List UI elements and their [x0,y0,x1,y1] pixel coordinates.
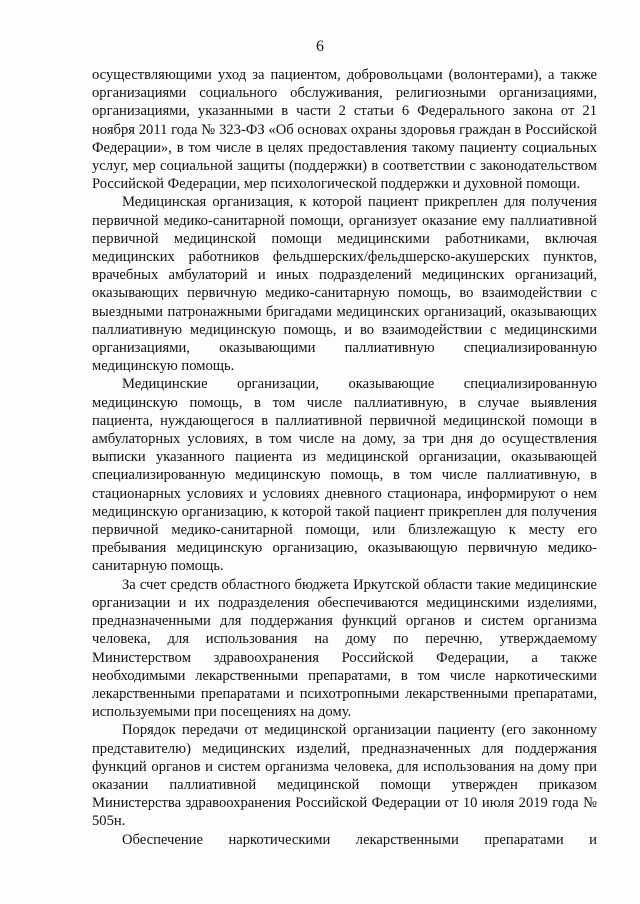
paragraph-3: Медицинские организации, оказывающие специализированную медицинскую помощь, в том числе паллиативную, в случае выявления пациента, нуждающегося в паллиативной первичной медицинской помощи в амбулаторных условиях, в том числе на дому, за три дня до осуществления выписки указанного пациента из медицинской организации, оказывающей специализированную медицинскую помощь, в том числе паллиативную, в стационарных условиях и условиях дневного стационара, информируют о нем медицинскую организацию, к которой такой пациент прикреплен для получения первичной медико-санитарной помощи, или близлежащую к месту его пребывания медицинскую организацию, оказывающую первичную медико-санитарную помощь. [92,376,597,575]
paragraph-1: осуществляющими уход за пациентом, добровольцами (волонтерами), а также организациями социального обслуживания, религиозными организациями, организациями, указанными в части 2 статьи 6 Федерального закона от 21 ноября 2011 года № 323-ФЗ «Об основах охраны здоровья граждан в Российской Федерации», в том числе в целях предоставления такому пациенту социальных услуг, мер социальной защиты (поддержки) в соответствии с законодательством Российской Федерации, мер психологической поддержки и духовной помощи. [92,67,597,193]
paragraph-5: Порядок передачи от медицинской организации пациенту (его законному представителю) медицинских изделий, предназначенных для поддержания функций органов и систем организма человека, для использования на дому при оказании паллиативной медицинской помощи утвержден приказом Министерства здравоохранения Российской Федерации от 10 июля 2019 года № 505н. [92,722,597,830]
paragraph-4: За счет средств областного бюджета Иркутской области такие медицинские организации и их подразделения обеспечиваются медицинскими изделиями, предназначенными для поддержания функций органов и систем организма человека, для использования на дому по перечню, утверждаемому Министерством здравоохранения Российской Федерации, а также необходимыми лекарственными препаратами, в том числе наркотическими лекарственными препаратами и психотропными лекарственными препаратами, используемыми при посещениях на дому. [92,576,597,721]
page-number: 6 [316,38,324,55]
paragraph-2: Медицинская организация, к которой пациент прикреплен для получения первичной медико-санитарной помощи, организует оказание ему паллиативной первичной медицинской помощи медицинскими работниками, включая медицинских работников фельдшерских/фельдшерско-акушерских пунктов, врачебных амбулаторий и иных подразделений медицинских организаций, оказывающих первичную медико-санитарную помощь, во взаимодействии с выездными патронажными бригадами медицинских организаций, оказывающих паллиативную медицинскую помощь, и во взаимодействии с медицинскими организациями, оказывающими паллиативную специализированную медицинскую помощь. [92,194,597,375]
paragraph-6: Обеспечение наркотическими лекарственными препаратами и [122,831,597,848]
document-body [92,66,597,849]
